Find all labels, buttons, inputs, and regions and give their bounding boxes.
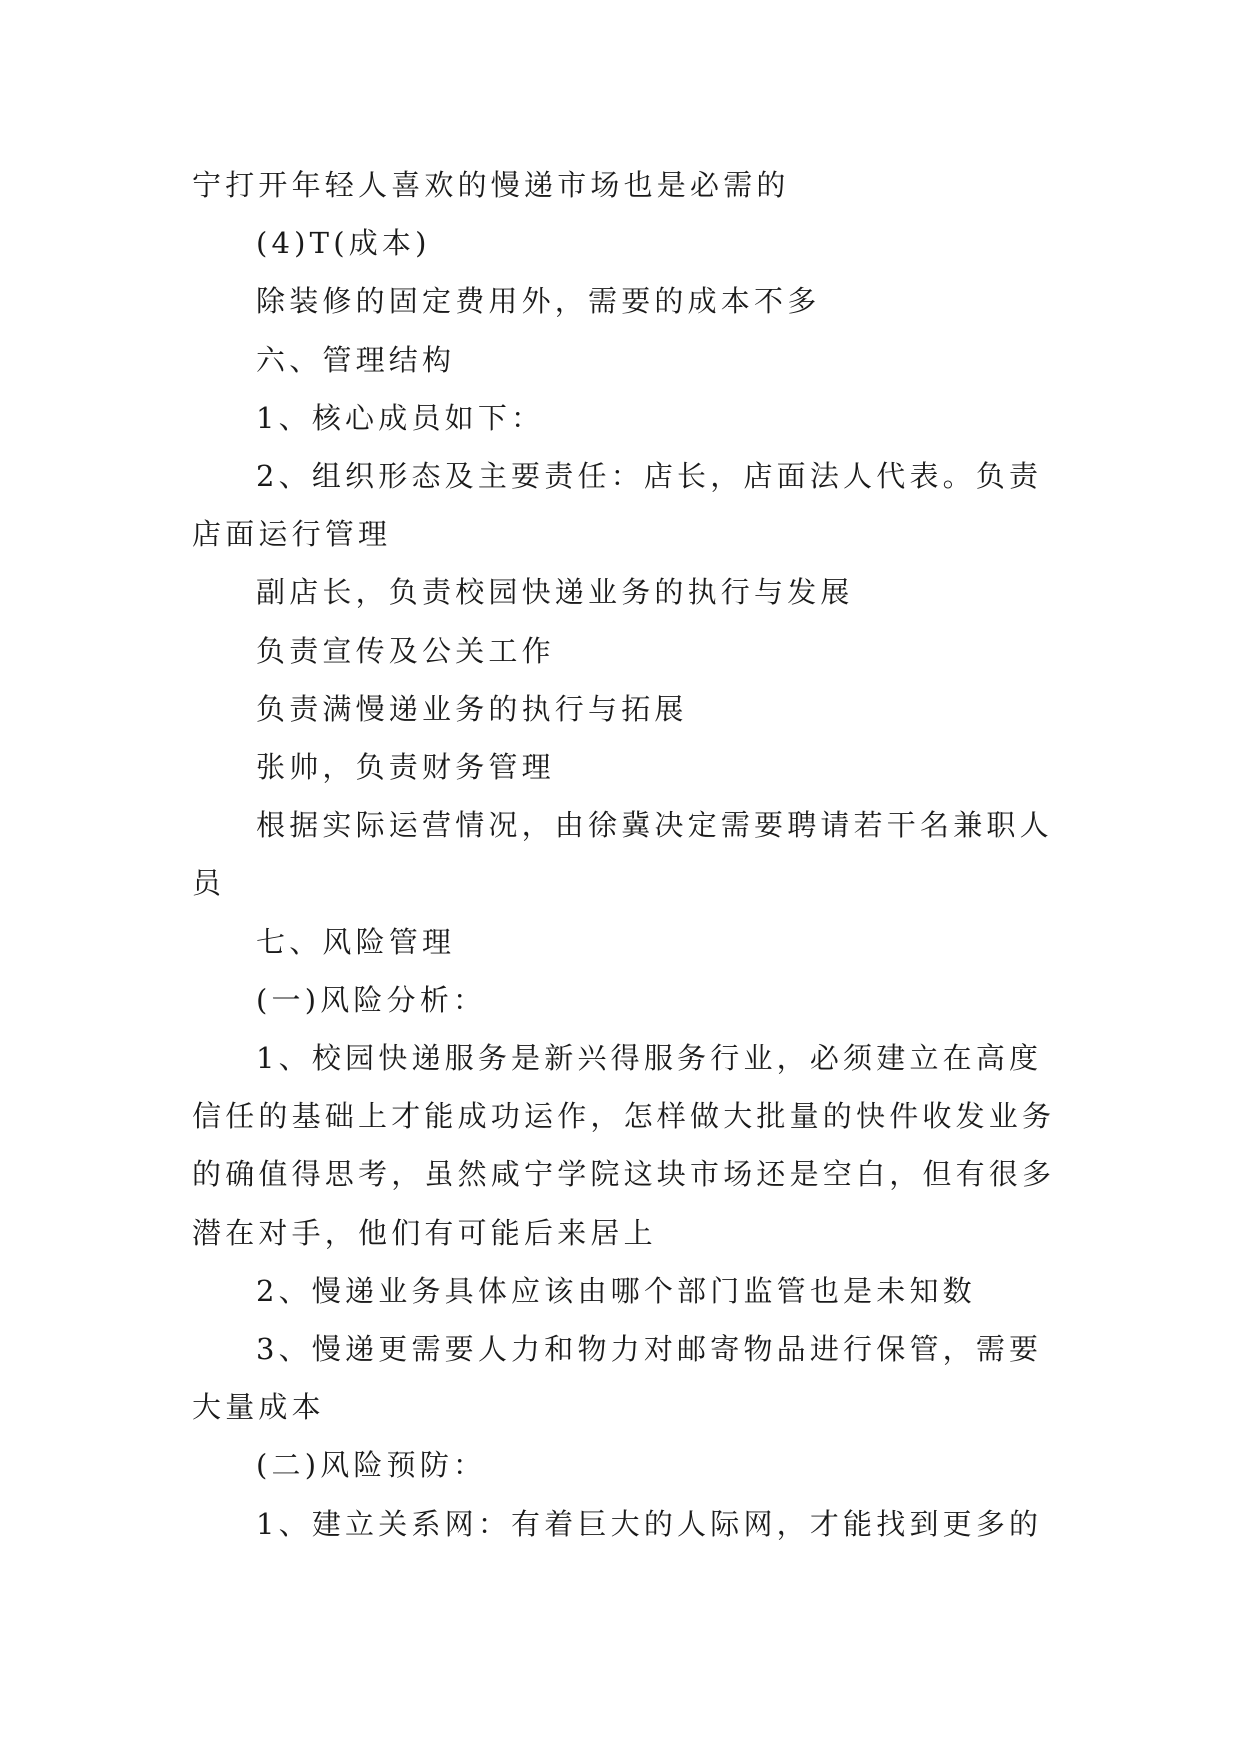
- paragraph-continuation: 宁打开年轻人喜欢的慢递市场也是必需的: [192, 168, 790, 202]
- subheading-risk-prevention: (二)风险预防：: [256, 1448, 487, 1483]
- paragraph-slow-delivery: 负责满慢递业务的执行与拓展: [256, 691, 688, 726]
- paragraph-cost-heading: (4)T(成本): [256, 226, 431, 261]
- section-heading-risk: 七、风险管理: [256, 924, 456, 959]
- paragraph-organization: 2、组织形态及主要责任：店长，店面法人代表。负责店面运行管理: [192, 459, 1043, 552]
- paragraph-cost-detail: 除装修的固定费用外，需要的成本不多: [256, 284, 821, 319]
- subheading-risk-analysis: (一)风险分析：: [256, 982, 487, 1017]
- document-body: [192, 156, 1062, 1553]
- paragraph-risk-3: 3、慢递更需要人力和物力对邮寄物品进行保管，需要大量成本: [192, 1332, 1043, 1425]
- section-heading-management: 六、管理结构: [256, 342, 456, 377]
- paragraph-deputy-manager: 副店长，负责校园快递业务的执行与发展: [256, 575, 854, 610]
- paragraph-risk-2: 2、慢递业务具体应该由哪个部门监管也是未知数: [256, 1273, 976, 1308]
- paragraph-part-time: 根据实际运营情况，由徐冀决定需要聘请若干名兼职人员: [192, 808, 1053, 901]
- paragraph-risk-1: 1、校园快递服务是新兴得服务行业，必须建立在高度信任的基础上才能成功运作，怎样做大批量的快件收发业务的确值得思考，虽然咸宁学院这块市场还是空白，但有很多潜在对手，他们有可能后来居上: [192, 1041, 1056, 1250]
- paragraph-prevention-1: 1、建立关系网：有着巨大的人际网，才能找到更多的: [256, 1506, 1043, 1541]
- paragraph-core-members: 1、核心成员如下：: [256, 400, 545, 435]
- paragraph-finance: 张帅，负责财务管理: [256, 750, 555, 785]
- paragraph-publicity: 负责宣传及公关工作: [256, 633, 555, 668]
